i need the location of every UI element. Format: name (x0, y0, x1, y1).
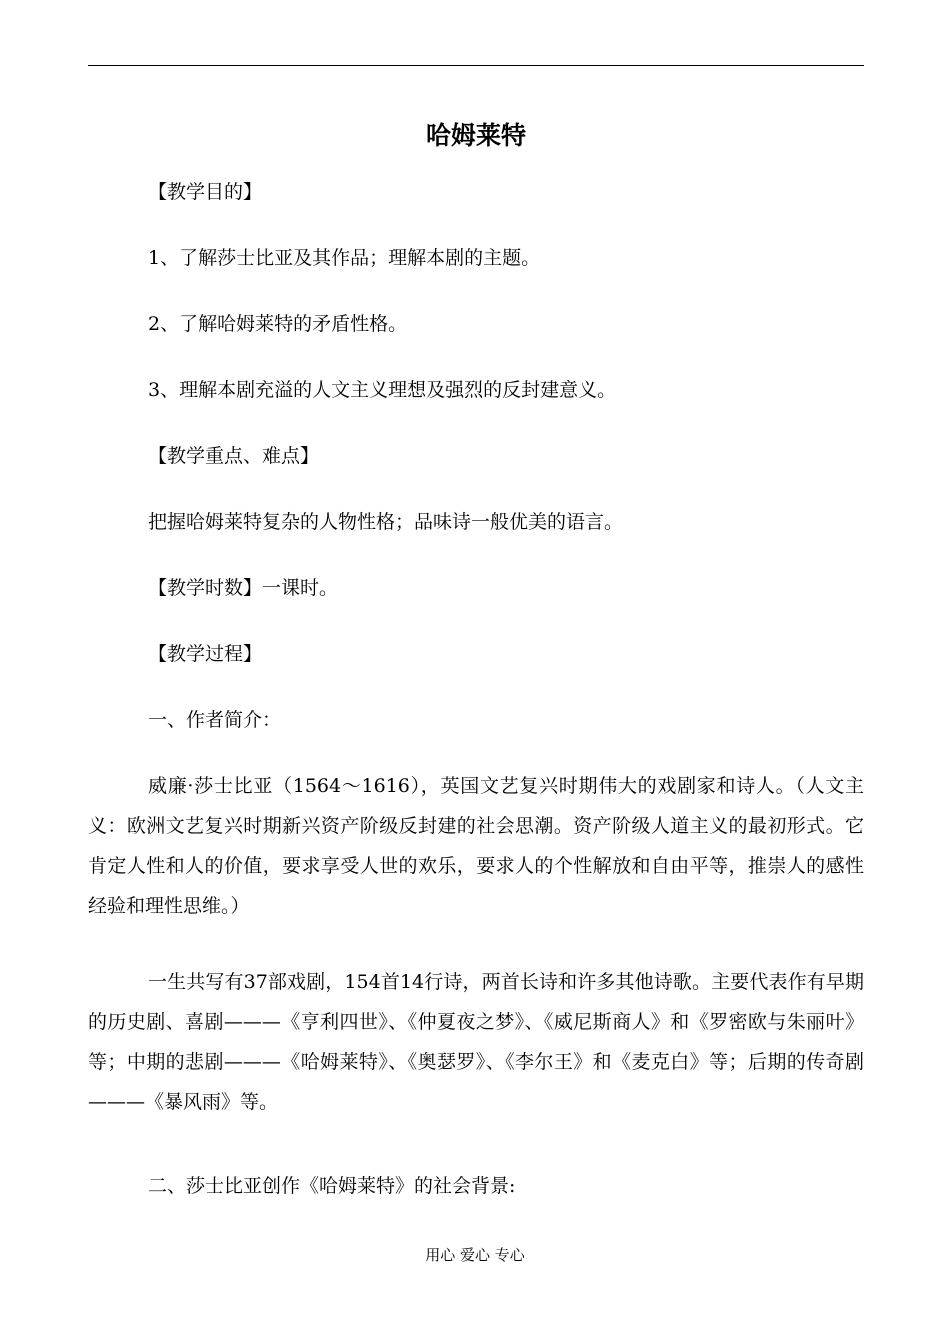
objective-item-2: 2、了解哈姆莱特的矛盾性格。 (148, 313, 408, 335)
page-footer: 用心 爱心 专心 (425, 1246, 525, 1264)
class-hours-text: 【教学时数】一课时。 (148, 577, 339, 599)
key-points-text: 把握哈姆莱特复杂的人物性格；品味诗一般优美的语言。 (148, 511, 624, 533)
heading-objectives: 【教学目的】 (148, 181, 263, 203)
header-rule (88, 65, 864, 66)
works-paragraph: 一生共写有37部戏剧，154首14行诗，两首长诗和许多其他诗歌。主要代表作有早期的历史剧、喜剧———《亨利四世》、《仲夏夜之梦》、《威尼斯商人》和《罗密欧与朱丽叶》等；中期的悲剧———《哈姆莱特》、《奥瑟罗》、《李尔王》和《麦克白》等；后期的传奇剧———《暴风雨》等。 (88, 971, 864, 1113)
section-2-heading: 二、莎士比亚创作《哈姆莱特》的社会背景: (148, 1175, 516, 1197)
heading-key-points: 【教学重点、难点】 (148, 445, 320, 467)
objective-item-1: 1、了解莎士比亚及其作品；理解本剧的主题。 (148, 247, 541, 269)
heading-process: 【教学过程】 (148, 643, 263, 665)
document-title: 哈姆莱特 (425, 121, 526, 150)
section-1-heading: 一、作者简介： (148, 709, 282, 731)
author-paragraph: 威廉·莎士比亚（1564～1616），英国文艺复兴时期伟大的戏剧家和诗人。（人文主义：欧洲文艺复兴时期新兴资产阶级反封建的社会思潮。资产阶级人道主义的最初形式。它肯定人性和人的价值，要求享受人世的欢乐，要求人的个性解放和自由平等，推崇人的感性经验和理性思维。） (88, 775, 864, 917)
objective-item-3: 3、理解本剧充溢的人文主义理想及强烈的反封建意义。 (148, 379, 617, 401)
